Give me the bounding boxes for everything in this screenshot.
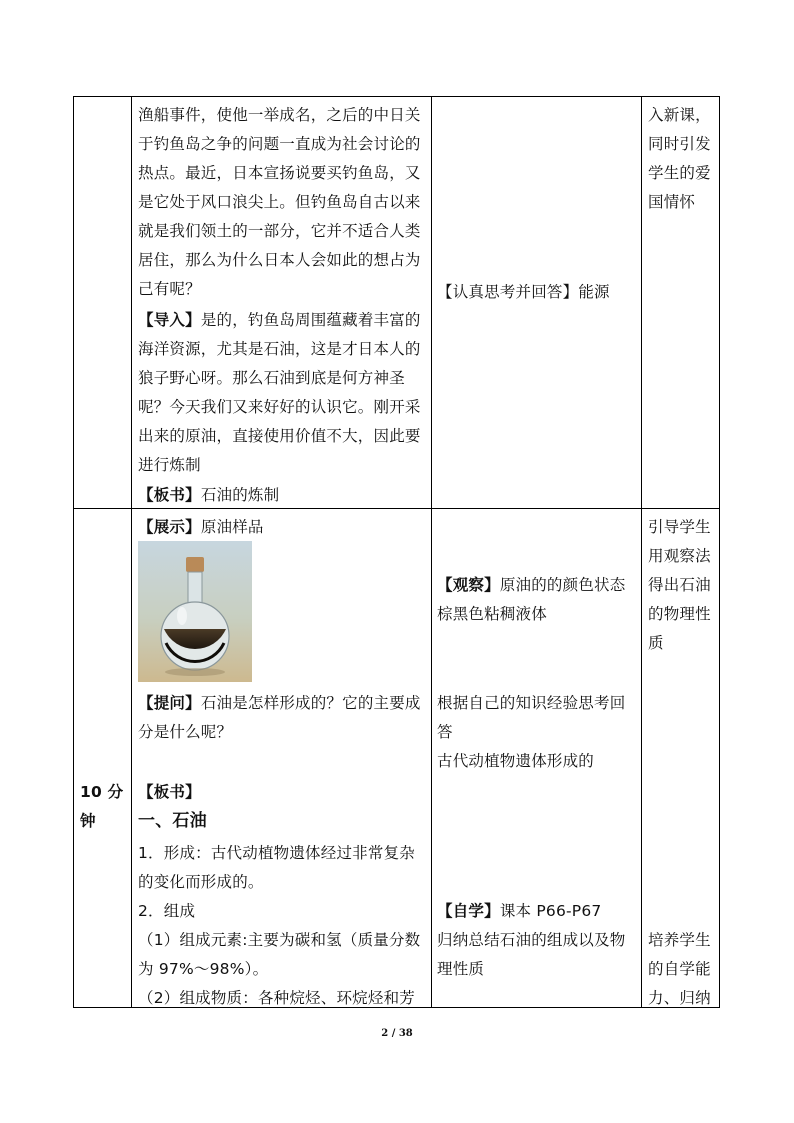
text-line: 质: [648, 634, 664, 652]
text-line: 就是我们领土的一部分，它并不适合人类: [138, 222, 421, 240]
table-col-divider-1: [131, 96, 132, 1008]
text-line: 国情怀: [648, 193, 696, 211]
self-study-tag: 【自学】: [437, 902, 500, 920]
intro-text: 是的，钓鱼岛周围蕴藏着丰富的: [200, 311, 421, 329]
show-text: 原油样品: [200, 518, 264, 536]
time-line: 钟: [80, 812, 96, 830]
section-heading: 一、石油: [138, 811, 207, 831]
self-study-line: [437, 897, 601, 926]
text-line: 得出石油: [648, 576, 711, 594]
board-text: 石油的炼制: [200, 486, 280, 504]
table-border-left: [73, 96, 74, 1008]
intro-tag: 【导入】: [138, 311, 201, 329]
observe-tag: 【观察】: [437, 576, 500, 594]
crude-oil-flask-image: [138, 541, 252, 682]
board-tag: 【板书】: [138, 486, 201, 504]
text-line: 根据自己的知识经验思考回: [437, 694, 626, 712]
show-tag: 【展示】: [138, 518, 201, 536]
ask-text: 石油是怎样形成的？它的主要成: [200, 694, 421, 712]
table-border-right: [719, 96, 720, 1008]
observe-line: [437, 571, 625, 600]
text-line: 培养学生: [648, 931, 711, 949]
table-border-top: [73, 96, 720, 97]
text-line: 为 97%～98%）。: [138, 960, 269, 978]
text-line: 1．形成：古代动植物遗体经过非常复杂: [138, 844, 415, 862]
table-col-divider-2: [431, 96, 432, 1008]
text-line: 归纳总结石油的组成以及物: [437, 931, 626, 949]
text-line: 理性质: [437, 960, 485, 978]
text-line: 居住，那么为什么日本人会如此的想占为: [138, 251, 421, 269]
text-line: 进行炼制: [138, 456, 201, 474]
text-line: 的物理性: [648, 605, 711, 623]
text-line: 呢？今天我们又来好好的认识它。刚开采: [138, 398, 421, 416]
text-line: 海洋资源，尤其是石油，这是才日本人的: [138, 340, 421, 358]
text-line: 热点。最近，日本宣扬说要买钓鱼岛，又: [138, 164, 421, 182]
text-line: 的变化而形成的。: [138, 873, 264, 891]
show-heading: [138, 513, 264, 542]
text-line: 用观察法: [648, 547, 711, 565]
text-line: 己有呢？: [138, 280, 201, 298]
text-line: 棕黑色粘稠液体: [437, 605, 547, 623]
intro-paragraph: [138, 306, 421, 335]
text-line: 2．组成: [138, 902, 196, 920]
self-study-text: 课本 P66-P67: [499, 902, 602, 920]
text-line: 学生的爱: [648, 164, 711, 182]
text-line: 古代动植物遗体形成的: [437, 752, 595, 770]
text-line: 是它处于风口浪尖上。但钓鱼岛自古以来: [138, 193, 421, 211]
text-line: （2）组成物质：各种烷烃、环烷烃和芳: [138, 989, 415, 1007]
text-line: 于钓鱼岛之争的问题一直成为社会讨论的: [138, 135, 421, 153]
text-line: 答: [437, 723, 453, 741]
ask-tag: 【提问】: [138, 694, 201, 712]
text-line: 同时引发: [648, 135, 711, 153]
text-line: 引导学生: [648, 518, 711, 536]
text-line: 力、归纳: [648, 989, 711, 1007]
board-heading: [138, 481, 279, 510]
text-line: 入新课，: [648, 106, 711, 124]
observe-text: 原油的的颜色状态: [499, 576, 626, 594]
board-heading: 【板书】: [138, 783, 201, 801]
text-line: 出来的原油，直接使用价值不大，因此要: [138, 427, 421, 445]
table-col-divider-3: [641, 96, 642, 1008]
row1-student-cell: [437, 278, 610, 307]
text-line: 的自学能: [648, 960, 711, 978]
text-line: （1）组成元素:主要为碳和氢（质量分数: [138, 931, 421, 949]
think-answer-tag: 【认真思考并回答】: [437, 283, 579, 301]
page-number: 2 / 38: [381, 1028, 413, 1039]
think-answer-text: 能源: [578, 283, 610, 301]
text-line: 狼子野心呀。那么石油到底是何方神圣: [138, 369, 405, 387]
ask-paragraph: [138, 689, 421, 718]
text-line: 分是什么呢？: [138, 723, 233, 741]
text-line: 渔船事件，使他一举成名，之后的中日关: [138, 106, 421, 124]
time-line: 10 分: [80, 783, 124, 801]
